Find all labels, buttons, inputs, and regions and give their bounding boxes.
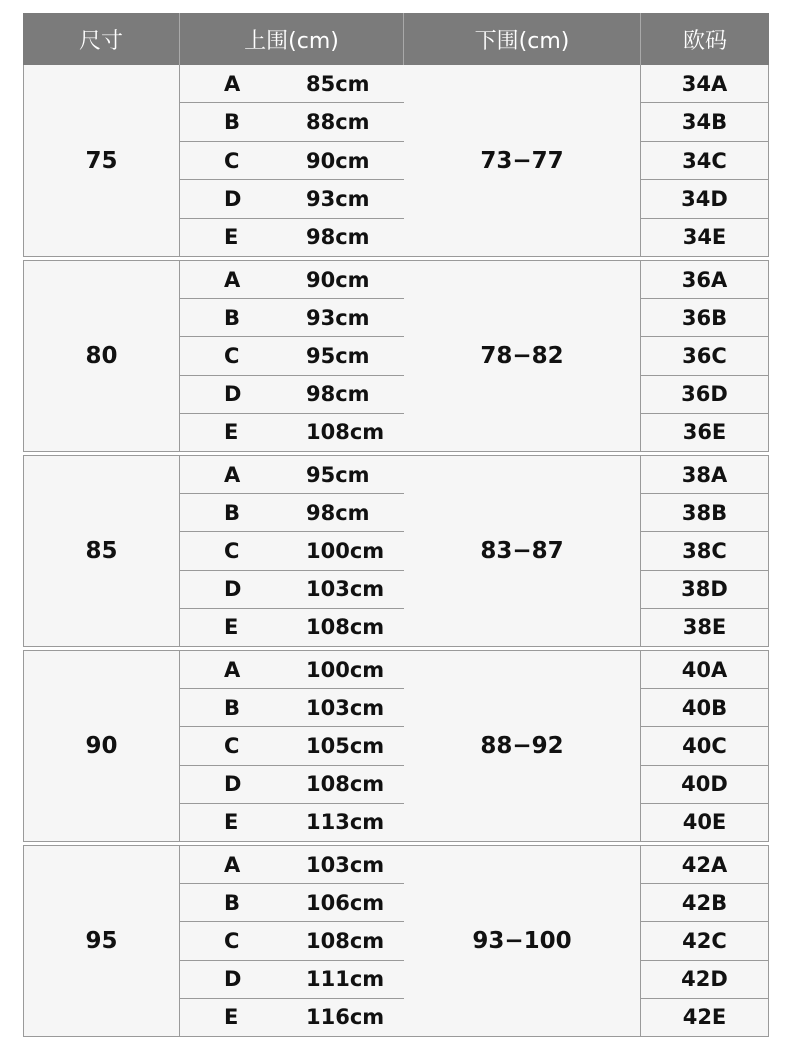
bust-value: 98cm: [306, 500, 370, 525]
bust-column: [180, 651, 404, 841]
cup-letter: A: [224, 71, 241, 96]
bust-value: 103cm: [306, 695, 385, 720]
bust-value: 93cm: [306, 186, 370, 211]
euro-size-cell: 34C: [641, 142, 768, 180]
table-row: [180, 65, 404, 103]
table-row: [180, 609, 404, 646]
euro-size-column: [641, 261, 769, 451]
table-row: [180, 922, 404, 960]
euro-size-cell: 34D: [641, 180, 768, 218]
bust-value: 95cm: [306, 344, 370, 368]
table-row: [180, 571, 404, 609]
table-row: [180, 532, 404, 570]
euro-size-cell: 34E: [682, 225, 727, 250]
euro-size-cell: 36D: [641, 376, 768, 414]
header-bust: 上围(cm): [180, 13, 404, 65]
bust-value: 108cm: [306, 615, 385, 640]
bust-value: 100cm: [306, 657, 385, 682]
cup-letter: A: [224, 462, 241, 487]
cup-letter: D: [224, 186, 242, 211]
table-row: [180, 299, 404, 337]
bust-value: 98cm: [306, 225, 370, 250]
size-chart: [23, 13, 769, 1037]
cup-letter: D: [224, 967, 242, 992]
table-row: [180, 376, 404, 414]
cup-letter: B: [224, 305, 241, 330]
header-underbust: 下围(cm): [404, 13, 641, 65]
bust-column: [180, 65, 404, 256]
cup-letter: C: [224, 929, 240, 953]
table-row: [180, 494, 404, 532]
size-group: [23, 455, 769, 647]
header-euro-size: 欧码: [682, 28, 727, 54]
band-size-cell: 85: [23, 456, 180, 646]
table-body: [23, 65, 769, 1037]
table-row: [180, 999, 404, 1036]
table-row: [180, 261, 404, 299]
underbust-range-cell: 83−87: [404, 456, 641, 646]
cup-letter: A: [224, 852, 241, 877]
cup-letter: D: [224, 382, 242, 407]
euro-size-cell: 40B: [641, 689, 768, 727]
euro-size-cell: 38C: [641, 532, 768, 570]
cup-letter: D: [224, 772, 242, 797]
euro-size-cell: 34A: [641, 65, 768, 103]
cup-letter: E: [224, 615, 239, 640]
underbust-range-cell: 73−77: [404, 65, 641, 256]
table-row: [180, 103, 404, 141]
band-size-cell: 90: [23, 651, 180, 841]
table-header: [23, 13, 769, 65]
euro-size-cell: 40C: [641, 727, 768, 765]
bust-value: 105cm: [306, 734, 385, 758]
cup-letter: A: [224, 267, 241, 292]
underbust-range-cell: 93−100: [404, 846, 641, 1036]
euro-size-cell: 40E: [682, 810, 727, 835]
size-group: [23, 65, 769, 257]
bust-column: [180, 261, 404, 451]
table-row: [180, 961, 404, 999]
bust-value: 88cm: [306, 110, 370, 135]
cup-letter: C: [224, 539, 240, 563]
euro-size-cell: 36B: [641, 299, 768, 337]
euro-size-column: [641, 65, 769, 256]
euro-size-cell: 42E: [682, 1005, 727, 1030]
cup-letter: E: [224, 420, 239, 445]
cup-letter: A: [224, 657, 241, 682]
bust-value: 116cm: [306, 1005, 385, 1030]
size-group: [23, 260, 769, 452]
bust-value: 108cm: [306, 929, 385, 953]
euro-size-cell: 42A: [641, 846, 768, 884]
band-size-cell: 95: [23, 846, 180, 1036]
euro-size-cell: 42B: [641, 884, 768, 922]
bust-value: 98cm: [306, 382, 370, 407]
table-row: [180, 456, 404, 494]
bust-value: 93cm: [306, 305, 370, 330]
band-size-cell: 75: [23, 65, 180, 256]
size-group: [23, 845, 769, 1037]
bust-value: 103cm: [306, 577, 385, 602]
table-row: [180, 727, 404, 765]
cup-letter: B: [224, 500, 241, 525]
size-group: [23, 650, 769, 842]
table-row: [180, 414, 404, 451]
euro-size-cell: 36E: [682, 420, 727, 445]
underbust-range-cell: 78−82: [404, 261, 641, 451]
bust-value: 111cm: [306, 967, 385, 992]
euro-size-cell: 34B: [641, 103, 768, 141]
table-row: [180, 884, 404, 922]
bust-value: 103cm: [306, 852, 385, 877]
table-row: [180, 846, 404, 884]
cup-letter: B: [224, 890, 241, 915]
cup-letter: C: [224, 344, 240, 368]
bust-value: 85cm: [306, 71, 370, 96]
bust-column: [180, 456, 404, 646]
bust-column: [180, 846, 404, 1036]
bust-value: 90cm: [306, 267, 370, 292]
cup-letter: D: [224, 577, 242, 602]
euro-size-cell: 42D: [641, 961, 768, 999]
euro-size-cell: 38B: [641, 494, 768, 532]
euro-size-column: [641, 651, 769, 841]
cup-letter: C: [224, 734, 240, 758]
bust-value: 106cm: [306, 890, 385, 915]
bust-value: 108cm: [306, 772, 385, 797]
bust-value: 100cm: [306, 539, 385, 563]
table-row: [180, 142, 404, 180]
cup-letter: E: [224, 810, 239, 835]
band-size-cell: 80: [23, 261, 180, 451]
euro-size-column: [641, 456, 769, 646]
euro-size-cell: 40A: [641, 651, 768, 689]
euro-size-cell: 36A: [641, 261, 768, 299]
euro-size-cell: 40D: [641, 766, 768, 804]
table-row: [180, 337, 404, 375]
table-row: [180, 804, 404, 841]
bust-value: 90cm: [306, 148, 370, 173]
table-row: [180, 651, 404, 689]
cup-letter: B: [224, 110, 241, 135]
euro-size-cell: 38A: [641, 456, 768, 494]
cup-letter: E: [224, 225, 239, 250]
cup-letter: C: [224, 148, 240, 173]
table-row: [180, 766, 404, 804]
header-size: 尺寸: [23, 13, 180, 65]
bust-value: 113cm: [306, 810, 385, 835]
euro-size-cell: 38E: [682, 615, 727, 640]
euro-size-cell: 42C: [641, 922, 768, 960]
table-row: [180, 689, 404, 727]
bust-value: 108cm: [306, 420, 385, 445]
euro-size-cell: 38D: [641, 571, 768, 609]
cup-letter: B: [224, 695, 241, 720]
bust-value: 95cm: [306, 462, 370, 487]
underbust-range-cell: 88−92: [404, 651, 641, 841]
euro-size-cell: 36C: [641, 337, 768, 375]
cup-letter: E: [224, 1005, 239, 1030]
euro-size-column: [641, 846, 769, 1036]
table-row: [180, 180, 404, 218]
table-row: [180, 219, 404, 256]
